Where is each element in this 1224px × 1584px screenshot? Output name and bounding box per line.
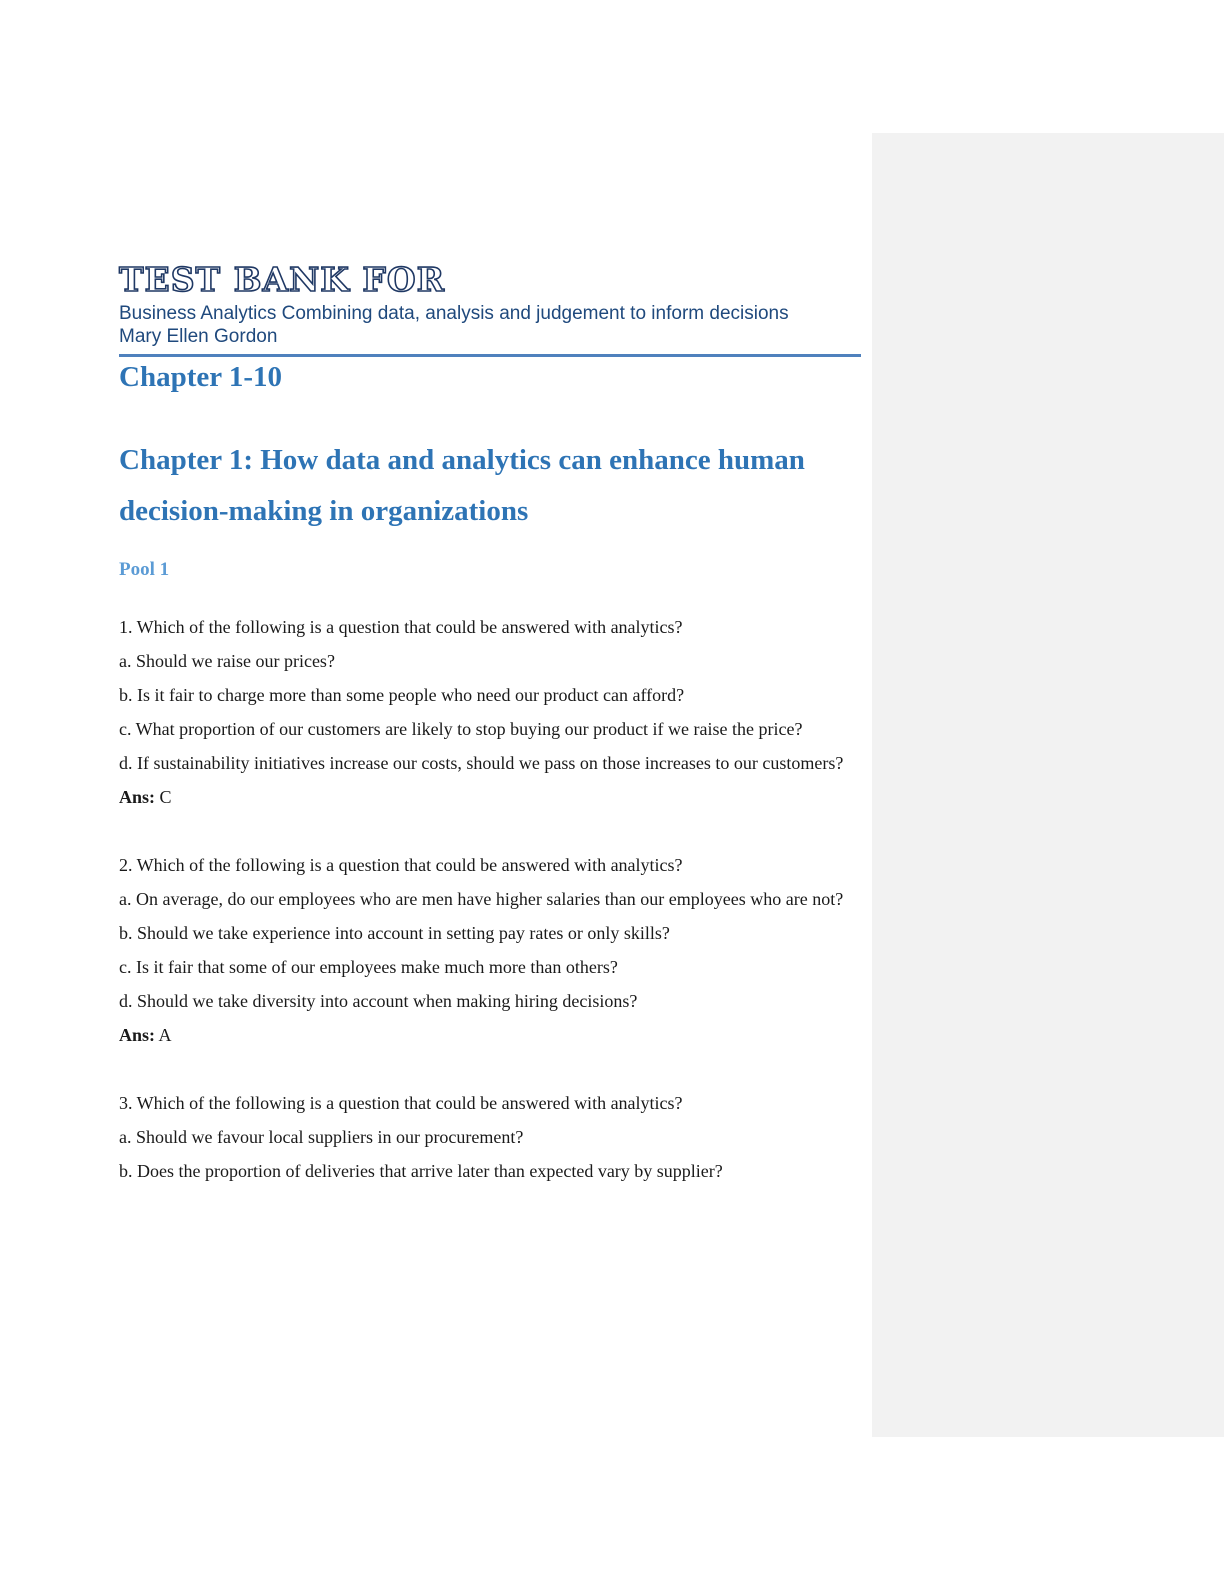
answer-key [119,1018,861,1052]
answer-option: c. What proportion of our customers are likely to stop buying our product if we raise the price? [119,719,803,739]
answer-label: Ans: [119,787,156,807]
question-stem: 1. Which of the following is a question that could be answered with analytics? [119,617,683,637]
answer-option: b. Does the proportion of deliveries that arrive later than expected vary by supplier? [119,1161,723,1181]
document-page [119,260,861,1188]
author-name: Mary Ellen Gordon [119,326,278,347]
chapter-range-heading: Chapter 1-10 [119,361,282,393]
answer-option: d. If sustainability initiatives increase our costs, should we pass on those increases to our customers? [119,753,844,773]
comment-pane [872,133,1224,1437]
answer-option: a. Should we favour local suppliers in our procurement? [119,1127,524,1147]
pool-heading: Pool 1 [119,559,170,580]
answer-option: b. Is it fair to charge more than some people who need our product can afford? [119,685,685,705]
question-3 [119,1086,861,1188]
book-title: Business Analytics Combining data, analysis and judgement to inform decisions [119,303,789,324]
question-stem: 3. Which of the following is a question that could be answered with analytics? [119,1093,683,1113]
answer-label: Ans: [119,1025,156,1045]
answer-option: d. Should we take diversity into account when making hiring decisions? [119,991,638,1011]
answer-option: c. Is it fair that some of our employees make much more than others? [119,957,618,977]
answer-option: a. Should we raise our prices? [119,651,335,671]
question-1 [119,610,861,814]
answer-value: C [159,787,172,807]
blank-line [119,1052,861,1086]
answer-option: b. Should we take experience into account in setting pay rates or only skills? [119,923,670,943]
answer-option: a. On average, do our employees who are men have higher salaries than our employees who are not? [119,889,844,909]
test-bank-title: TEST BANK FOR [119,260,446,299]
chapter-title: Chapter 1: How data and analytics can enhance human decision-making in organizations [119,444,805,527]
title-divider [119,354,861,357]
question-2 [119,848,861,1052]
blank-line [119,814,861,848]
answer-key [119,780,861,814]
answer-value: A [158,1025,172,1045]
question-stem: 2. Which of the following is a question that could be answered with analytics? [119,855,683,875]
